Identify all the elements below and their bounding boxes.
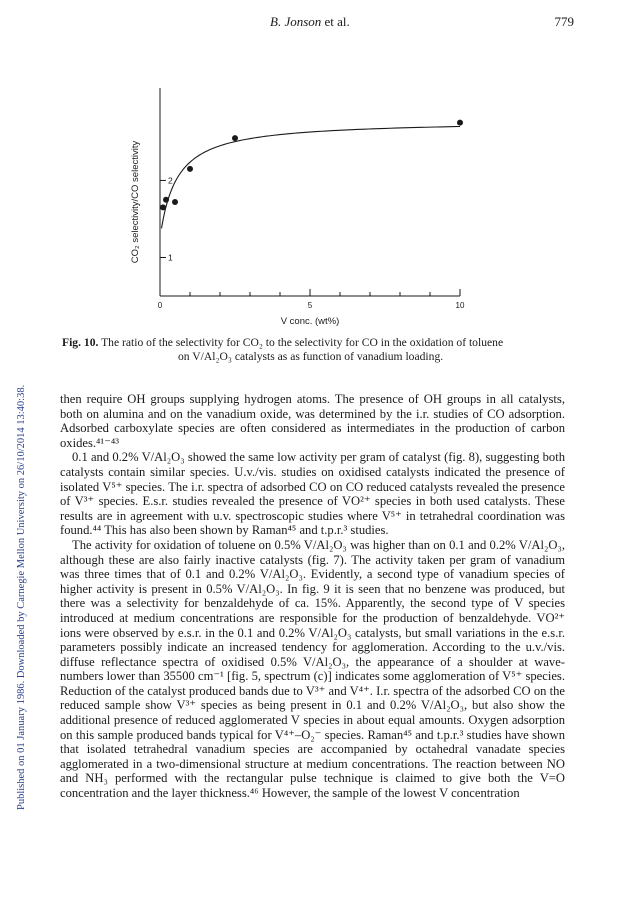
running-head xyxy=(270,14,350,30)
caption-label: Fig. 10. xyxy=(62,336,99,349)
y-tick-label: 1 xyxy=(168,252,173,263)
chart-ticks xyxy=(158,175,465,310)
download-note-text: Published on 01 January 1986. Downloaded by Carnegie Mellon University on 26/10/2014 13:40:38. xyxy=(16,384,27,810)
x-tick-label: 10 xyxy=(455,301,465,310)
running-head-et-al: et al. xyxy=(321,14,350,29)
body-text xyxy=(60,392,565,801)
paragraph-2: 0.1 and 0.2% V/Al₂O₃ showed the same low activity per gram of catalyst (fig. 8), suggesting both catalysts contain similar species. U.v./vis. studies on oxidised catalysts indicated the presence of isolated V⁵⁺ species. The i.r. spectra of adsorbed CO on CO reduced catalysts revealed the presence of V³⁺ species. E.s.r. studies revealed the presence of VO²⁺ species in both used catalysts. These results are in agreement with u.v. spectroscopic studies where V⁵⁺ in tetrahedral coordination was found.⁴⁴ This has also been shown by Raman⁴⁵ and t.p.r.³ studies. xyxy=(60,450,565,538)
figure-10-chart xyxy=(120,80,500,340)
caption-line-2: on V/Al₂O₃ catalysts as as function of vanadium loading. xyxy=(178,350,444,363)
chart-axes xyxy=(160,88,460,296)
x-tick-label: 0 xyxy=(157,301,163,310)
y-axis-label: CO₂ selectivity/CO selectivity xyxy=(130,140,141,264)
data-point xyxy=(160,204,166,210)
data-point xyxy=(232,135,238,141)
data-points xyxy=(160,120,463,211)
figure-caption xyxy=(62,336,562,364)
y-tick-label: 2 xyxy=(168,175,173,186)
data-point xyxy=(172,199,178,205)
download-note xyxy=(2,120,27,820)
fitted-curve xyxy=(162,127,461,229)
data-point xyxy=(163,197,169,203)
data-point xyxy=(457,120,463,126)
paragraph-3: The activity for oxidation of toluene on 0.5% V/Al₂O₃ was higher than on 0.1 and 0.2% V/Al₂O₃, although these are also fairly inactive catalysts (fig. 7). The activity taken per gram of vanadium was three times that of 0.1 and 0.2% V/Al₂O₃. Evidently, a second type of vanadium species of higher activity is present in 0.5% V/Al₂O₃. In fig. 9 it is seen that no benzene was produced, but there was a selectivity for benzaldehyde of ca. 15%. Apparently, the second type of V species introduced at medium concentrations are responsible for the production of benzaldehyde. VO²⁺ ions were observed by e.s.r. in the 0.1 and 0.2% V/Al₂O₃ catalysts, but small variations in the e.s.r. parameters possibly indicate an increased tendency for agglomeration. According to the u.v./vis. diffuse reflectance spectra of oxidised 0.5% V/Al₂O₃, the appearance of a shoulder at wave-numbers lower than 35500 cm⁻¹ [fig. 5, spectrum (c)] indicates some agglomeration of V⁵⁺ species. Reduction of the catalyst produced bands due to V³⁺ and V⁴⁺. I.r. spectra of the adsorbed CO on the reduced sample show V³⁺ species as being present in 0.1 and 0.2% V/Al₂O₃, but also show the additional presence of reduced agglomerated V species in about equal amounts. Oxygen adsorption on this sample produced bands typical for V⁴⁺–O₂⁻ species. Raman⁴⁵ and t.p.r.³ studies have shown that isolated tetrahedral vanadium species are accompanied by octahedral vanadate species agglomerated in a two-dimensional structure at medium concentrations. The reaction between NO and NH₃ performed with the rectangular pulse technique is claimed to give both the V=O concentration and the layer thickness.⁴⁶ However, the sample of the lowest V concentration xyxy=(60,537,565,801)
data-point xyxy=(187,166,193,172)
x-tick-label: 5 xyxy=(307,301,313,310)
paragraph-1: then require OH groups supplying hydrogen atoms. The presence of OH groups in all catalysts, both on alumina and on the vanadium oxide, was determined by the i.r. studies of CO adsorption. Adsorbed carboxylate species are often considered as intermediates in the production of carbon oxides.⁴¹⁻⁴³ xyxy=(60,392,565,450)
x-axis-label: V conc. (wt%) xyxy=(280,316,340,327)
caption-line-1: The ratio of the selectivity for CO₂ to the selectivity for CO in the oxidation of toluene xyxy=(101,336,504,349)
running-head-authors: B. Jonson xyxy=(270,14,322,29)
page-number: 779 xyxy=(554,14,574,29)
